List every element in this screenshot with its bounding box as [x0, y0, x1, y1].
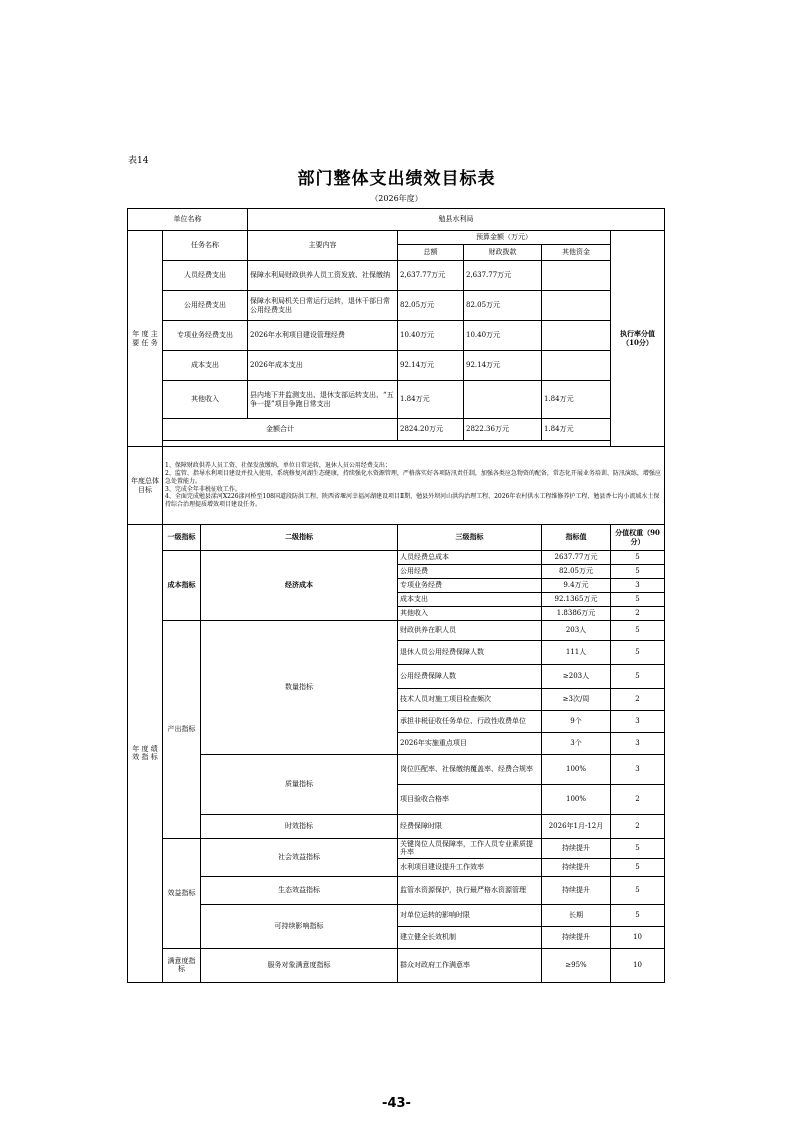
year-subtitle: （2026年度）: [370, 194, 423, 203]
indicator-name: 财政供养在职人员: [398, 621, 542, 641]
table-number: 表14: [128, 156, 149, 166]
indicator-value: 持续提升: [542, 858, 611, 876]
indicator-row: [128, 948, 665, 982]
level2-header: 二级指标: [201, 525, 398, 551]
benefit-indicator-label: 效益指标: [163, 839, 201, 949]
indicator-name: 专项业务经费: [398, 579, 542, 593]
page-number: -43-: [382, 1096, 411, 1111]
indicator-name: 2026年实施重点项目: [398, 733, 542, 755]
level3-header: 三级指标: [398, 525, 542, 551]
indicator-value: 长期: [542, 904, 611, 926]
indicator-weight: 5: [611, 876, 665, 904]
goal-item: 2、监管、指导水利项目建设并投入使用，系统修复河湖生态健康，持续强化水资源管理，严格落实好各项防汛责任制，加强各类应急物资的配备，常态化开展业务培训、防汛演练，增强应急处置能力。: [165, 469, 661, 485]
indicator-weight: 5: [611, 551, 665, 565]
task-content: 县内地下井监测支出、退休支部运转支出、“五争一提”项目争跑日常支出: [248, 381, 398, 419]
indicator-value: 9个: [542, 711, 611, 733]
task-name: 公用经费支出: [163, 291, 248, 321]
indicator-weight: 3: [611, 579, 665, 593]
goal-item: 1、保障财政供养人员工资、社保发放缴纳，单位日常运转，退休人员公用经费支出；: [165, 462, 391, 470]
indicator-value: 3个: [542, 733, 611, 755]
task-row: [128, 381, 665, 419]
task-content: 2026年成本支出: [248, 351, 398, 381]
other-header: 其他资金: [542, 245, 611, 261]
indicator-value: ≥95%: [542, 948, 611, 982]
indicator-weight: 5: [611, 904, 665, 926]
task-other: [542, 291, 611, 321]
task-fiscal: [464, 381, 542, 419]
indicator-row: [128, 904, 665, 926]
task-row: [128, 351, 665, 381]
indicator-name: 技术人员对施工项目检查频次: [398, 689, 542, 711]
budget-header: 预算金额（万元）: [398, 231, 611, 245]
task-total: 92.14万元: [398, 351, 464, 381]
indicator-name: 人员经费总成本: [398, 551, 542, 565]
task-content: 保障水利局财政供养人员工资发放、社保缴纳: [248, 261, 398, 291]
indicator-name: 经费保障时限: [398, 815, 542, 839]
indicator-name: 对单位运转的影响时限: [398, 904, 542, 926]
indicator-weight: 10: [611, 926, 665, 948]
indicator-name: 退休人员公用经费保障人数: [398, 641, 542, 665]
quality-indicator-label: 质量指标: [201, 755, 398, 815]
indicator-value: 100%: [542, 755, 611, 785]
level1-header: 一级指标: [163, 525, 201, 551]
indicator-weight: 5: [611, 565, 665, 579]
quantity-indicator-label: 数量指标: [201, 621, 398, 755]
indicator-weight: 2: [611, 689, 665, 711]
page-title: 部门整体支出绩效目标表: [297, 169, 496, 189]
task-name: 专项业务经费支出: [163, 321, 248, 351]
annual-task-label: 年 度 主 要 任 务: [128, 231, 163, 447]
fiscal-header: 财政拨款: [464, 245, 542, 261]
indicator-name: 项目验收合格率: [398, 785, 542, 815]
sum-fiscal: 2822.36万元: [464, 419, 542, 441]
task-name-header: 任务名称: [163, 231, 248, 261]
indicator-row: [128, 551, 665, 565]
sum-total: 2824.20万元: [398, 419, 464, 441]
task-fiscal: 92.14万元: [464, 351, 542, 381]
timeliness-indicator-label: 时效指标: [201, 815, 398, 839]
indicator-value: 持续提升: [542, 839, 611, 859]
goal-item: 4、全面完成勉县漾河X226漾河桥至108国道段防洪工程、陕西省堰河幸福河湖建设项目Ⅱ期、勉县外坝河山洪沟治理工程、2026年农村供水工程维修养护工程、勉县香七沟小流域水土保持综合治理提质增效项目建设任务。: [165, 493, 660, 509]
indicator-value: 持续提升: [542, 926, 611, 948]
indicator-weight: 5: [611, 621, 665, 641]
indicator-name: 公用经费: [398, 565, 542, 579]
execution-score-label: 执行率分值（10分）: [611, 231, 665, 447]
cost-indicator-label: 成本指标: [163, 551, 201, 621]
indicator-value: 2026年1月-12月: [542, 815, 611, 839]
indicator-value: 持续提升: [542, 876, 611, 904]
indicator-weight: 2: [611, 607, 665, 621]
indicator-name: 公用经费保障人数: [398, 665, 542, 689]
total-header: 总额: [398, 245, 464, 261]
task-content: 2026年水利项目建设管理经费: [248, 321, 398, 351]
task-other: [542, 321, 611, 351]
indicator-weight: 5: [611, 858, 665, 876]
task-row: [128, 261, 665, 291]
satisfaction-indicator-label: 满意度指标: [163, 948, 201, 982]
indicator-value: ≥3次/周: [542, 689, 611, 711]
task-row: [128, 291, 665, 321]
task-fiscal: 82.05万元: [464, 291, 542, 321]
indicator-value: 100%: [542, 785, 611, 815]
indicator-name: 群众对政府工作满意率: [398, 948, 542, 982]
social-benefit-label: 社会效益指标: [201, 839, 398, 877]
task-total: 82.05万元: [398, 291, 464, 321]
indicator-value: 2637.77万元: [542, 551, 611, 565]
overall-goal-label: 年度总体目标: [128, 447, 163, 525]
indicator-name: 水利项目建设提升工作效率: [398, 858, 542, 876]
indicator-weight: 5: [611, 839, 665, 859]
indicator-weight: 3: [611, 755, 665, 785]
task-content: 保障水利局机关日常运行运转，退休干部日常公用经费支出: [248, 291, 398, 321]
eco-benefit-label: 生态效益指标: [201, 876, 398, 904]
unit-name-value: 勉县水利局: [248, 209, 665, 231]
task-fiscal: 10.40万元: [464, 321, 542, 351]
indicator-weight: 10: [611, 948, 665, 982]
task-fiscal: 2,637.77万元: [464, 261, 542, 291]
indicator-name: 成本支出: [398, 593, 542, 607]
output-indicator-label: 产出指标: [163, 621, 201, 839]
indicator-weight: 3: [611, 733, 665, 755]
indicator-name: 承担非税征收任务单位、行政性收费单位: [398, 711, 542, 733]
indicator-value: ≥203人: [542, 665, 611, 689]
indicator-name: 监管水资源保护，执行最严格水资源管理: [398, 876, 542, 904]
indicator-value: 82.05万元: [542, 565, 611, 579]
indicator-weight: 5: [611, 665, 665, 689]
task-total: 2,637.77万元: [398, 261, 464, 291]
sum-row: [128, 419, 665, 441]
indicator-name: 建立健全长效机制: [398, 926, 542, 948]
indicator-value: 1.8386万元: [542, 607, 611, 621]
task-total: 10.40万元: [398, 321, 464, 351]
performance-target-table: [127, 208, 665, 983]
indicator-name: 关键岗位人员保障率，工作人员专业素质提升率: [398, 839, 542, 859]
weight-header: 分值权重（90分）: [611, 525, 665, 551]
economic-cost-label: 经济成本: [201, 551, 398, 621]
indicator-weight: 2: [611, 815, 665, 839]
task-content-header: 主要内容: [248, 231, 398, 261]
goal-item: 3、完成全年非税征收工作。: [165, 485, 241, 493]
sum-label: 金额合计: [163, 419, 398, 441]
task-other: 1.84万元: [542, 381, 611, 419]
task-name: 成本支出: [163, 351, 248, 381]
indicator-row: [128, 621, 665, 641]
indicator-value: 92.1365万元: [542, 593, 611, 607]
task-total: 1.84万元: [398, 381, 464, 419]
indicator-weight: 5: [611, 641, 665, 665]
task-row: [128, 321, 665, 351]
indicator-weight: 5: [611, 593, 665, 607]
annual-performance-label: 年 度 绩 效 指 标: [128, 525, 163, 983]
indicator-weight: 2: [611, 785, 665, 815]
overall-goals: [163, 447, 665, 525]
indicator-weight: 3: [611, 711, 665, 733]
task-other: [542, 351, 611, 381]
task-name: 其他收入: [163, 381, 248, 419]
task-other: [542, 261, 611, 291]
indicator-value: 9.4万元: [542, 579, 611, 593]
sustainable-impact-label: 可持续影响指标: [201, 904, 398, 948]
indicator-row: [128, 876, 665, 904]
indicator-name: 其他收入: [398, 607, 542, 621]
service-satisfaction-label: 服务对象满意度指标: [201, 948, 398, 982]
value-header: 指标值: [542, 525, 611, 551]
indicator-row: [128, 815, 665, 839]
indicator-value: 203人: [542, 621, 611, 641]
sum-other: 1.84万元: [542, 419, 611, 441]
unit-name-label: 单位名称: [128, 209, 248, 231]
task-name: 人员经费支出: [163, 261, 248, 291]
indicator-value: 111人: [542, 641, 611, 665]
indicator-row: [128, 755, 665, 785]
indicator-row: [128, 839, 665, 859]
indicator-name: 岗位匹配率、社保缴纳覆盖率、经费合规率: [398, 755, 542, 785]
